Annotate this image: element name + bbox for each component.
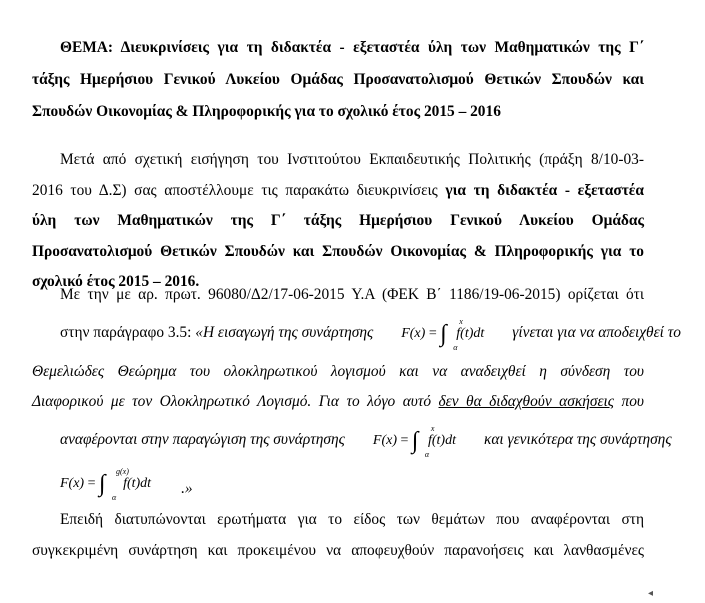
subject-line-3: Σπουδών Οικονομίας & Πληροφορικής για το σχολικό έτος 2015 – 2016 <box>32 103 501 120</box>
p3-line-1: Επειδή διατυπώνονται ερωτήματα για το είδος των θεμάτων που αναφέρονται στη <box>60 511 644 528</box>
p2-line-6-end: .» <box>181 480 193 498</box>
paragraph-3 <box>32 505 644 566</box>
integral-formula-3: F(x) = ∫ g(x) α f(t)dt <box>60 466 152 502</box>
p2-line-2-start: στην παράγραφο 3.5: <box>60 324 192 342</box>
p1-line-2-normal: 2016 του Δ.Σ) σας αποστέλλουμε τις παρακάτω διευκρινίσεις <box>32 181 438 199</box>
p1-line-4: Προσανατολισμού Θετικών Σπουδών και Σπουδών Οικονομίας & Πληροφορικής για το <box>32 242 644 260</box>
p3-line-2: συγκεκριμένη συνάρτηση και προκειμένου να αποφευχθούν παρανοήσεις και λανθασμένες <box>32 541 644 559</box>
subject-line-1: Διευκρινίσεις για τη διδακτέα - εξεταστέα ύλη των Μαθηματικών της Γ΄ <box>120 39 644 56</box>
p2-line-3: Θεμελιώδες Θεώρημα του ολοκληρωτικού λογισμού και να αναδειχθεί η σύνδεση του <box>32 362 644 380</box>
subject-label: ΘΕΜΑ: <box>60 39 114 56</box>
subject-heading <box>32 32 644 128</box>
integral-formula-1: F(x) = ∫ x α f(t)dt <box>401 316 485 352</box>
paragraph-2 <box>32 280 681 504</box>
p2-line-4-end: που <box>621 393 644 410</box>
p2-line-4-underlined: δεν θα διδαχθούν ασκήσεις <box>438 393 615 410</box>
subject-line-2: τάξης Ημερήσιου Γενικού Λυκείου Ομάδας Προσανατολισμού Θετικών Σπουδών και <box>32 71 644 88</box>
p2-line-5-end: και γενικότερα της συνάρτησης <box>483 431 672 449</box>
p2-line-2-end: γίνεται για να αποδειχθεί το <box>512 324 681 342</box>
integral-formula-2: F(x) = ∫ x α f(t)dt <box>372 423 456 459</box>
p2-line-1: Με την με αρ. πρωτ. 96080/Δ2/17-06-2015 Υ.Α (ΦΕΚ Β΄ 1186/19-06-2015) ορίζεται ότι <box>60 286 644 303</box>
p1-line-5: σχολικό έτος 2015 – 2016. <box>32 273 200 290</box>
p1-line-3: ύλη των Μαθηματικών της Γ΄ τάξης Ημερήσιου Γενικού Λυκείου Ομάδας <box>32 212 644 229</box>
p1-line-1: Μετά από σχετική εισήγηση του Ινστιτούτου Εκπαιδευτικής Πολιτικής (πράξη 8/10-03- <box>60 151 644 168</box>
corner-mark: ◂ <box>647 588 653 599</box>
p1-line-2-bold: για τη διδακτέα - εξεταστέα <box>445 181 644 199</box>
p2-line-4-italic: Διαφορικού με τον Ολοκληρωτικό Λογισμό. Για το λόγο αυτό <box>32 393 432 410</box>
p2-line-5-start: αναφέρονται στην παραγώγιση της συνάρτησης <box>60 431 345 449</box>
p2-line-2-italic: «Η εισαγωγή της συνάρτησης <box>195 324 374 342</box>
paragraph-1 <box>32 145 644 298</box>
